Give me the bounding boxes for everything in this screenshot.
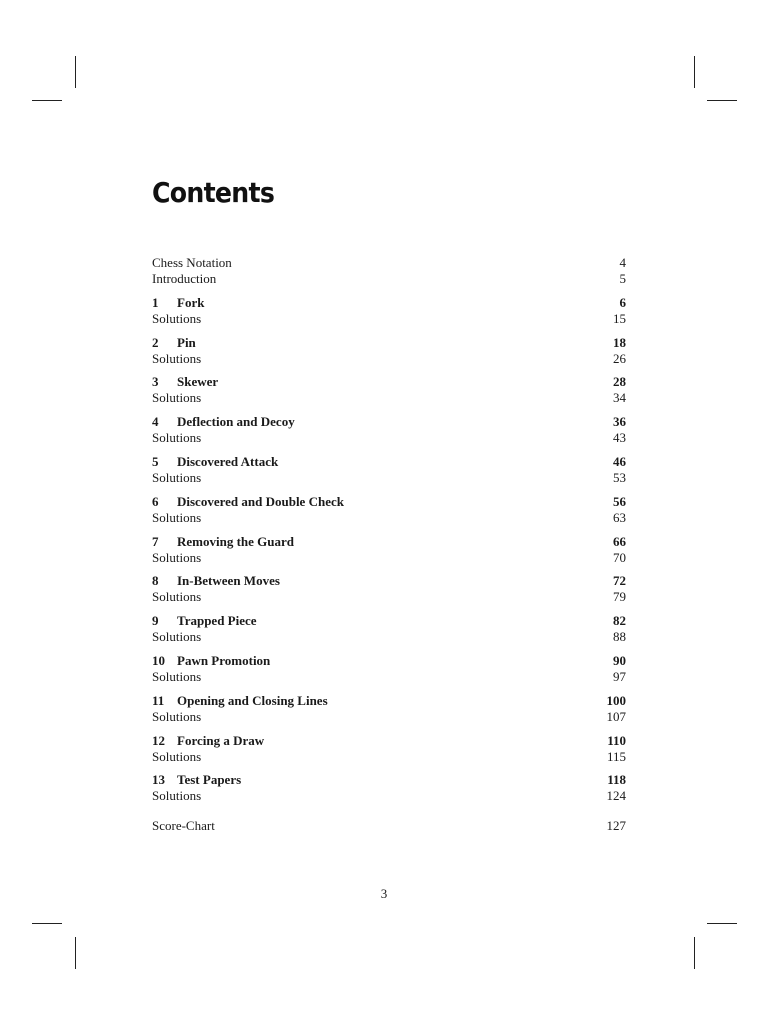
toc-solutions-label: Solutions (152, 788, 202, 804)
toc-chapter-title: In-Between Moves (177, 573, 280, 589)
toc-chapter-group (152, 653, 626, 685)
toc-chapter-number: 13 (152, 772, 165, 788)
toc-back-matter (152, 818, 626, 834)
toc-chapter-heading (152, 295, 204, 311)
toc-chapter-title: Test Papers (177, 772, 242, 788)
toc-chapter-page: 118 (607, 772, 626, 788)
toc-chapter-group (152, 494, 626, 526)
toc-chapter-entry[interactable] (152, 414, 626, 430)
crop-mark-bottom-left-horizontal (32, 923, 62, 924)
toc-chapter-group (152, 454, 626, 486)
toc-chapter-page: 72 (613, 573, 626, 589)
toc-solutions-page: 107 (606, 708, 626, 724)
toc-solutions-label: Solutions (152, 469, 202, 485)
toc-chapter-title: Trapped Piece (177, 613, 257, 629)
toc-chapter-heading (152, 494, 344, 510)
toc-chapter-entry[interactable] (152, 613, 626, 629)
toc-solutions-label: Solutions (152, 549, 202, 565)
toc-chapter-page: 56 (613, 493, 626, 509)
toc-chapter-page: 28 (613, 374, 626, 390)
toc-solutions-entry[interactable] (152, 629, 626, 645)
toc-solutions-entry[interactable] (152, 510, 626, 526)
toc-chapter-heading (152, 573, 280, 589)
toc-solutions-label: Solutions (152, 310, 202, 326)
toc-entry[interactable] (152, 271, 626, 287)
toc-chapter-group (152, 573, 626, 605)
toc-chapter-page: 6 (619, 294, 626, 310)
toc-chapter-title: Forcing a Draw (177, 732, 265, 748)
toc-chapter-group (152, 772, 626, 804)
toc-solutions-entry[interactable] (152, 788, 626, 804)
toc-chapter-entry[interactable] (152, 653, 626, 669)
toc-chapter-number: 9 (152, 613, 159, 629)
toc-chapter-number: 6 (152, 493, 159, 509)
toc-chapter-heading (152, 693, 328, 709)
toc-solutions-entry[interactable] (152, 709, 626, 725)
toc-solutions-label: Solutions (152, 390, 202, 406)
toc-chapter-number: 3 (152, 374, 159, 390)
toc-chapter-number: 4 (152, 414, 159, 430)
toc-chapter-title: Deflection and Decoy (177, 414, 295, 430)
crop-mark-top-right-horizontal (707, 100, 737, 101)
toc-chapter-entry[interactable] (152, 573, 626, 589)
toc-entry-label: Chess Notation (152, 255, 232, 270)
toc-entry-page: 4 (619, 255, 626, 270)
toc-solutions-label: Solutions (152, 629, 202, 645)
toc-chapter-number: 2 (152, 334, 159, 350)
toc-chapter-title: Pin (177, 334, 196, 350)
toc-chapter-title: Removing the Guard (177, 533, 294, 549)
toc-solutions-entry[interactable] (152, 749, 626, 765)
toc-chapter-number: 1 (152, 294, 159, 310)
toc-solutions-page: 115 (606, 748, 626, 764)
toc-chapter-number: 10 (152, 652, 165, 668)
toc-solutions-label: Solutions (152, 509, 202, 525)
toc-chapter-group (152, 693, 626, 725)
crop-mark-top-right-vertical (694, 56, 695, 88)
toc-chapter-title: Pawn Promotion (177, 652, 271, 668)
toc-chapter-heading (152, 374, 218, 390)
toc-solutions-label: Solutions (152, 668, 202, 684)
toc-solutions-page: 124 (606, 788, 626, 804)
toc-solutions-page: 97 (613, 668, 626, 684)
toc-chapter-title: Discovered and Double Check (177, 493, 344, 509)
toc-chapter-number: 12 (152, 732, 165, 748)
toc-chapter-group (152, 613, 626, 645)
toc-chapter-page: 82 (613, 613, 626, 629)
toc-chapter-group (152, 534, 626, 566)
toc-chapter-page: 46 (613, 453, 626, 469)
toc-chapter-number: 5 (152, 453, 159, 469)
toc-solutions-entry[interactable] (152, 470, 626, 486)
toc-chapter-group (152, 335, 626, 367)
toc-chapter-entry[interactable] (152, 454, 626, 470)
toc-chapter-page: 90 (613, 652, 626, 668)
toc-chapter-title: Discovered Attack (177, 453, 279, 469)
toc-solutions-page: 63 (613, 509, 626, 525)
toc-solutions-label: Solutions (152, 430, 202, 446)
toc-chapter-number: 7 (152, 533, 159, 549)
toc-chapter-number: 8 (152, 573, 159, 589)
toc-chapter-group (152, 414, 626, 446)
page-number: 3 (380, 886, 388, 901)
toc-chapter-page: 110 (607, 732, 626, 748)
crop-mark-top-left-vertical (75, 56, 76, 88)
toc-chapter-entry[interactable] (152, 295, 626, 311)
toc-chapter-heading (152, 335, 196, 351)
toc-solutions-label: Solutions (152, 589, 202, 605)
toc-chapter-entry[interactable] (152, 733, 626, 749)
toc-chapter-entry[interactable] (152, 693, 626, 709)
toc-chapter-number: 11 (152, 692, 165, 708)
toc-entry-label: Score-Chart (152, 818, 215, 834)
toc-chapter-page: 100 (606, 692, 626, 708)
toc-solutions-page: 88 (613, 629, 626, 645)
toc-chapter-page: 66 (613, 533, 626, 549)
toc-entry-page: 127 (606, 818, 626, 834)
toc-solutions-entry[interactable] (152, 390, 626, 406)
crop-mark-bottom-left-vertical (75, 937, 76, 969)
toc-solutions-entry[interactable] (152, 550, 626, 566)
toc-chapter-page: 36 (613, 414, 626, 430)
toc-chapter-group (152, 733, 626, 765)
toc-chapter-group (152, 374, 626, 406)
table-of-contents (152, 255, 626, 834)
toc-chapter-entry[interactable] (152, 772, 626, 788)
toc-solutions-page: 34 (613, 390, 626, 406)
toc-chapter-entry[interactable] (152, 534, 626, 550)
toc-chapter-entry[interactable] (152, 494, 626, 510)
toc-front-matter (152, 255, 626, 287)
toc-chapter-heading (152, 653, 270, 669)
crop-mark-bottom-right-horizontal (707, 923, 737, 924)
toc-chapter-entry[interactable] (152, 335, 626, 351)
toc-entry[interactable] (152, 818, 626, 834)
crop-mark-top-left-horizontal (32, 100, 62, 101)
toc-solutions-page: 53 (613, 469, 626, 485)
toc-solutions-page: 79 (613, 589, 626, 605)
toc-chapter-title: Skewer (177, 374, 219, 390)
toc-solutions-page: 15 (613, 310, 626, 326)
toc-entry-page: 5 (619, 271, 626, 286)
toc-solutions-page: 43 (613, 430, 626, 446)
toc-chapter-entry[interactable] (152, 374, 626, 390)
toc-chapter-heading (152, 613, 257, 629)
toc-chapters (152, 295, 626, 805)
toc-chapter-heading (152, 772, 241, 788)
toc-chapter-group (152, 295, 626, 327)
toc-entry-label: Introduction (152, 271, 217, 286)
toc-chapter-page: 18 (613, 334, 626, 350)
toc-solutions-entry[interactable] (152, 311, 626, 327)
toc-chapter-heading (152, 534, 294, 550)
toc-chapter-title: Fork (177, 294, 205, 310)
page-title: Contents (152, 176, 275, 209)
toc-chapter-heading (152, 414, 295, 430)
toc-solutions-label: Solutions (152, 708, 202, 724)
toc-chapter-heading (152, 454, 278, 470)
toc-solutions-label: Solutions (152, 350, 202, 366)
toc-entry[interactable] (152, 255, 626, 271)
toc-solutions-page: 26 (613, 350, 626, 366)
toc-chapter-heading (152, 733, 264, 749)
toc-solutions-entry[interactable] (152, 669, 626, 685)
toc-solutions-entry[interactable] (152, 589, 626, 605)
crop-mark-bottom-right-vertical (694, 937, 695, 969)
toc-solutions-entry[interactable] (152, 430, 626, 446)
toc-solutions-entry[interactable] (152, 351, 626, 367)
toc-chapter-title: Opening and Closing Lines (177, 692, 328, 708)
toc-solutions-page: 70 (613, 549, 626, 565)
toc-solutions-label: Solutions (152, 748, 202, 764)
